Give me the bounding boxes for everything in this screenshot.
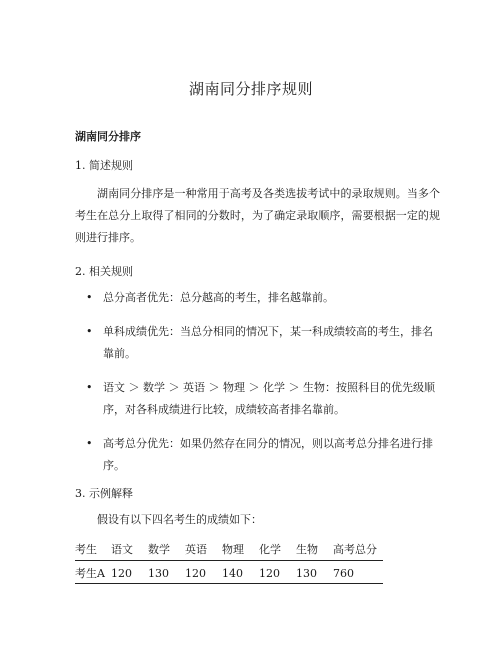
list-item — [75, 433, 440, 477]
table-cell: 考生A — [75, 561, 111, 584]
section-heading: 湖南同分排序 — [75, 130, 141, 143]
table-header: 考生 — [75, 539, 111, 561]
list-item — [75, 287, 440, 309]
document-title: 湖南同分排序规则 — [188, 80, 313, 98]
rule-text: 语文 ＞ 数学 ＞ 英语 ＞ 物理 ＞ 化学 ＞ 生物：按照科目的优先级顺序，对各科成绩进行比较，成绩较高者排名靠前。 — [103, 381, 435, 416]
score-table — [75, 539, 383, 584]
bullet-icon: • — [86, 291, 93, 304]
section-1-heading: 1. 简述规则 — [75, 159, 133, 172]
table-header: 化学 — [259, 539, 296, 561]
section-3-heading: 3. 示例解释 — [75, 487, 133, 500]
bullet-icon: • — [86, 381, 93, 394]
table-header: 数学 — [148, 539, 185, 561]
section-3-paragraph: 假设有以下四名考生的成绩如下： — [97, 513, 262, 526]
table-header: 语文 — [111, 539, 148, 561]
table-cell: 760 — [333, 561, 383, 584]
section-1-paragraph: 湖南同分排序是一种常用于高考及各类选拔考试中的录取规则。当多个考生在总分上取得了相同的分数时，为了确定录取顺序，需要根据一定的规则进行排序。 — [75, 187, 440, 244]
list-item — [75, 321, 440, 365]
table-cell: 140 — [222, 561, 259, 584]
list-item — [75, 377, 440, 421]
table-cell: 130 — [148, 561, 185, 584]
table-cell: 120 — [111, 561, 148, 584]
bullet-icon: • — [86, 325, 93, 338]
table-header: 英语 — [185, 539, 222, 561]
table-cell: 120 — [185, 561, 222, 584]
section-2-heading: 2. 相关规则 — [75, 265, 133, 278]
table-header-row — [75, 539, 383, 561]
table-header: 物理 — [222, 539, 259, 561]
table-row — [75, 561, 383, 584]
rule-text: 总分高者优先：总分越高的考生，排名越靠前。 — [103, 291, 334, 304]
rule-text: 单科成绩优先：当总分相同的情况下，某一科成绩较高的考生，排名靠前。 — [103, 325, 433, 360]
table-header: 高考总分 — [333, 539, 383, 561]
rule-text: 高考总分优先：如果仍然存在同分的情况，则以高考总分排名进行排序。 — [103, 437, 433, 472]
table-cell: 130 — [296, 561, 333, 584]
table-header: 生物 — [296, 539, 333, 561]
bullet-icon: • — [86, 437, 93, 450]
table-cell: 120 — [259, 561, 296, 584]
rules-list — [75, 287, 440, 477]
